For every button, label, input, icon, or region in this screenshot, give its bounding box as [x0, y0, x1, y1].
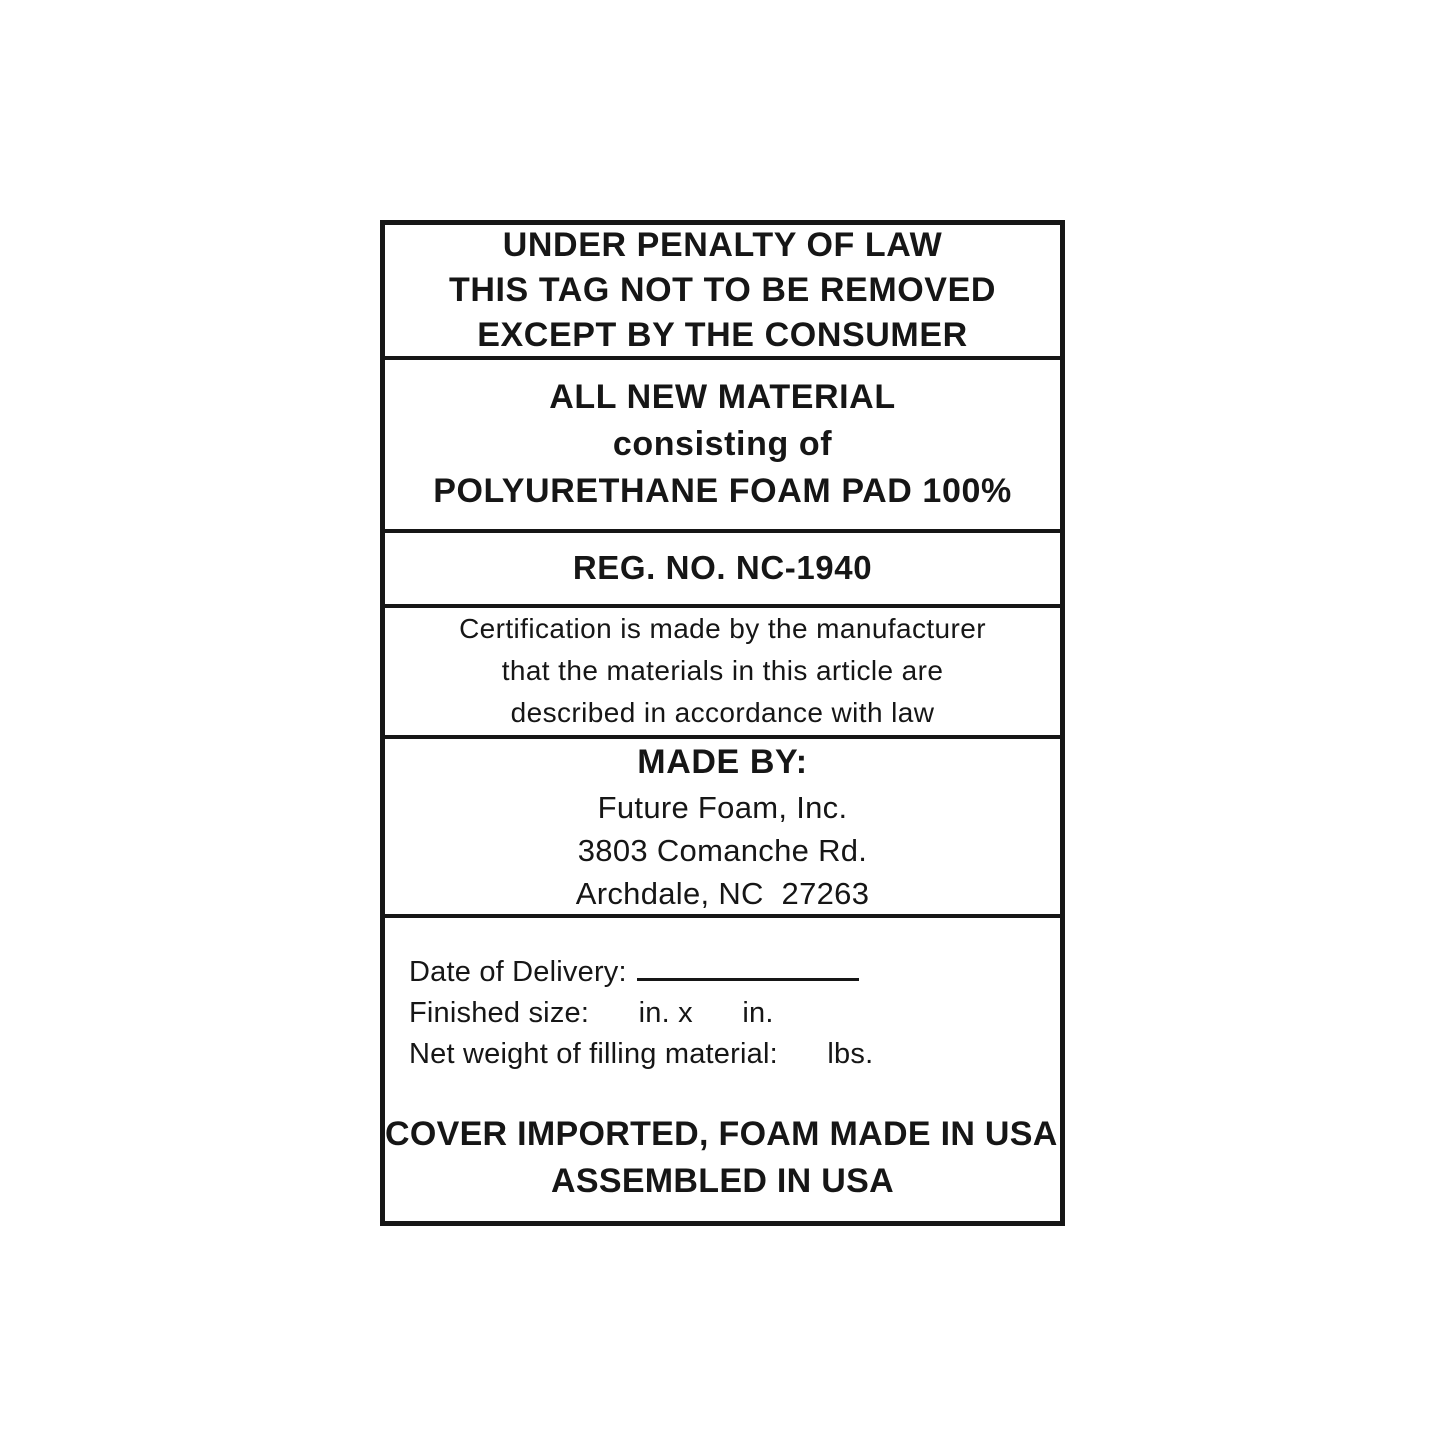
made-by-city-state-zip: Archdale, NC 27263 [575, 875, 870, 911]
material-line: POLYURETHANE FOAM PAD 100% [433, 471, 1012, 510]
penalty-line: EXCEPT BY THE CONSUMER [477, 315, 968, 354]
origin-line: ASSEMBLED IN USA [551, 1161, 894, 1200]
penalty-line: UNDER PENALTY OF LAW [502, 225, 943, 264]
date-of-delivery-label: Date of Delivery: [409, 955, 627, 988]
certification-line: described in accordance with law [510, 697, 935, 728]
made-by-company: Future Foam, Inc. [597, 789, 848, 825]
certification-line: that the materials in this article are [501, 655, 944, 686]
date-of-delivery-blank-line [637, 959, 859, 981]
material-line: consisting of [612, 424, 833, 463]
material-line: ALL NEW MATERIAL [549, 377, 896, 416]
made-by-street: 3803 Comanche Rd. [577, 832, 868, 868]
penalty-line: THIS TAG NOT TO BE REMOVED [448, 270, 997, 309]
section-certification-statement [385, 608, 1060, 739]
net-weight-line: Net weight of filling material: lbs. [409, 1037, 874, 1070]
section-registration-number [385, 533, 1060, 608]
origin-line: COVER IMPORTED, FOAM MADE IN USA, [385, 1114, 1068, 1153]
origin-statement [385, 1111, 1068, 1221]
date-of-delivery-line [409, 952, 1036, 993]
section-material-contents [385, 360, 1060, 533]
section-delivery-details [385, 918, 1068, 1221]
section-made-by [385, 739, 1060, 918]
made-by-heading: MADE BY: [637, 742, 808, 781]
certification-line: Certification is made by the manufacturer [459, 613, 986, 644]
finished-size-line: Finished size: in. x in. [409, 996, 774, 1029]
registration-number-text: REG. NO. NC-1940 [572, 549, 873, 586]
section-penalty-notice [385, 225, 1060, 360]
delivery-details-block [385, 918, 1060, 1075]
law-tag [380, 220, 1068, 1226]
